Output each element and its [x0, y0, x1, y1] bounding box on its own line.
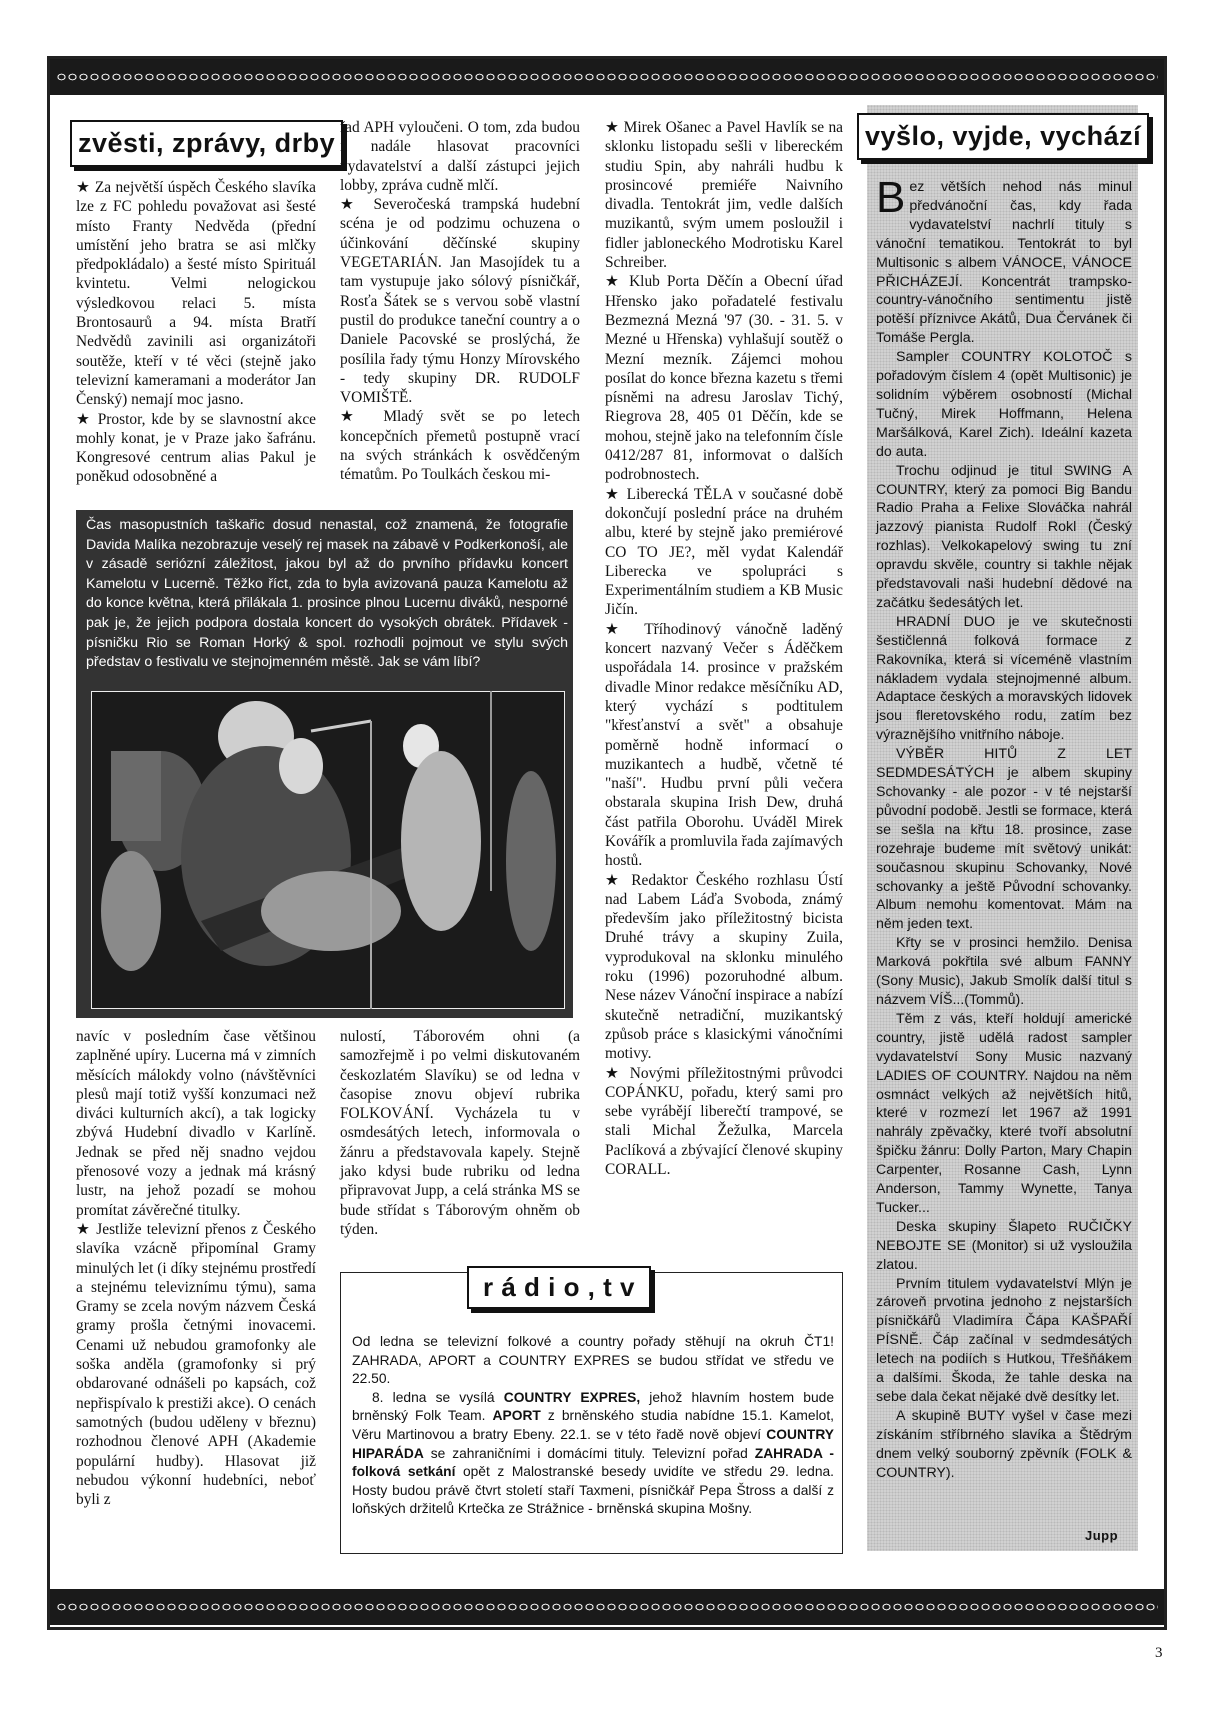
radio-tv-heading: r á d i o , t v: [467, 1266, 651, 1309]
column-1-top: [76, 178, 316, 487]
paragraph: Bez větších nehod nás minul předvánoční čas, kdy řada vydavatelství nachrlí tituly s vánoční tematikou. Tentokrát to byl Multisonic s albem VÁNOCE, VÁNOCE PŘICHÁZEJÍ. Koncentrát trampsko-country-vánočního sentimentu jistě potěší příznivce Akátů, Dua Červánek či Tomáše Pergla.: [876, 173, 1132, 347]
author-signature: Jupp: [1085, 1528, 1119, 1543]
paragraph: ★ Novými příležitostnými průvodci COPÁNKU, pořadu, který sami pro sebe vyrábějí liberečtí trampové, se stali Michal Žežulka, Marcela Paclíková a zbývající členové skupiny CORALL.: [605, 1064, 843, 1179]
paragraph: Deska skupiny Šlapeto RUČIČKY NEBOJTE SE (Monitor) si už vysloužila zlatou.: [876, 1218, 1132, 1273]
paragraph: A skupině BUTY vyšel v čase mezi získáním stříbrného slavíka a Štědrým dnem velký souborný zpěvník (FOLK & COUNTRY).: [876, 1407, 1132, 1481]
radio-tv-text: [352, 1333, 834, 1519]
paragraph: ★ Prostor, kde by se slavnostní akce mohly konat, je v Praze jako šafránu. Kongresové centrum alias Pakul je poněkud odosobněné a: [76, 410, 316, 486]
top-border-band: [50, 59, 1164, 95]
photo-caption: Čas masopustních taškařic dosud nenastal, což znamená, že fotografie Davida Malíka nezobrazuje veselý rej masek na zábavě v Podkerkonoší, ale v zásadě seriózní záležitost, jakou byl až do prvního přídavku koncert Kamelotu v Lucerně. Těžko říct, zda to byla avizovaná pauza Kamelotu až do konce května, která přilákala 1. prosince plnou Lucernu diváků, nesporné pak je, že jejich podpora dostala koncert do vysokých obrátek. Přídavek - písničku Rio se Roman Horký & spol. rozhodli pojmout ve stylu svých představ o festivalu ve stejnojmenném městě. Jak se vám líbí?: [86, 517, 568, 671]
bottom-border-band: [50, 1589, 1164, 1625]
paragraph: Těm z vás, kteří holdují americké country, jistě udělá radost sampler vydavatelství Sony Music nazvaný LADIES OF COUNTRY. Najdou na něm osmnáct velkých až největších hitů, které v rozmezí let 1967 až 1991 nahrály zpěvačky, které tvoří absolutní špičku žánru: Dolly Parton, Mary Chapin Carpenter, Rosanne Cash, Lynn Anderson, Tammy Wynette, Tanya Tucker...: [876, 1010, 1132, 1216]
paragraph: ★ Klub Porta Děčín a Obecní úřad Hřensko jako pořadatelé festivalu Bezmezná Mezná '97 (30. - 31. 5. v Mezné u Hřenska) vyhlašují soutěž o Mezní mezník. Zájemci mohou posílat do konce března kazetu s třemi písněmi na adresu Jaroslav Tichý, Riegrova 28, 405 01 Děčín, kde se mohou, stejně jako na telefonním čísle 0412/287 81, informovat o dalších podrobnostech.: [605, 273, 843, 484]
paragraph: nulostí, Táborovém ohni (a samozřejmě i po velmi diskutovaném českozlatém Slavíku) se od ledna v časopise znovu objeví rubrika FOLKOVÁNÍ. Vycházela tu v osmdesátých letech, informovala o žánru a představovala kapely. Stejně jako kdysi bude rubriku od ledna připravovat Jupp, a celá stránka MS se bude střídat s Táborovým ohněm ob týden.: [340, 1028, 580, 1238]
paragraph: ★ Liberecká TĚLA v současné době dokončují poslední práce na druhém albu, které by stejně jako premiérové CO TO JE?, měl vydat Kalendář Liberecka ve spolupráci s Experimentálním studiem a KB Music Jičín.: [605, 485, 843, 619]
drop-cap: B: [876, 173, 906, 222]
column-1-bottom: [76, 1027, 316, 1509]
paragraph: Prvním titulem vydavatelství Mlýn je zároveň prvotina jednoho z nejstarších písničkářů Vladimíra Čápa KAŠPAŘÍ PÍSNĚ. Čáp začínal v sedmdesátých letech na podiích s Hutkou, Třešňákem a dalšími. Škoda, že tahle deska na sebe dala čekat nějaké dvě desítky let.: [876, 1275, 1132, 1405]
paragraph: VÝBĚR HITŮ Z LET SEDMDESÁTÝCH je albem skupiny Schovanky - ale pozor - v té nejstarší původní podobě. Jestli se formace, která se sešla na křtu 18. prosince, zase rozehraje budeme mít světový unikát: současnou skupinu Schovanky, Nové schovanky a ještě Původní schovanky. Album nemohu komentovat. Mám na něm jeden text.: [876, 746, 1132, 933]
paragraph: ★ Tříhodinový vánočně laděný koncert nazvaný Večer s Áděčkem uspořádala 14. prosince v pražském divadle Minor redakce měsíčníku AD, který vychází s podtitulem "křesťanství a svět" a obsahuje poměrně hodně informací o muzikantech a hudbě, včetně té "naší". Hudbu první půli večera obstarala skupina Irish Dew, druhá část patřila Oborohu. Uváděl Mirek Kovářík a promluvila řada zajímavých hostů.: [605, 620, 843, 870]
paragraph: 8. ledna se vysílá COUNTRY EXPRES, jehož hlavním hostem bude brněnský Folk Team. APORT z brněnského studia nabídne 15.1. Kamelot, Věru Martinovou a bratry Ebeny. 22.1. se v této řadě nově objeví COUNTRY HIPARÁDA se zahraničními i domácími tituly. Televizní pořad ZAHRADA - folková setkání opět z Malostranské besedy uvidíte ve středu 29. ledna. Hosty budou právě čtvrt století staří Taxmeni, písničkář Pepa Štross a další z loňských držitelů Krtečka ze Strážnice - brněnská skupina Mošny.: [352, 1389, 835, 1517]
news-heading: zvěsti, zprávy, drby: [70, 120, 343, 167]
paragraph: Od ledna se televizní folkové a country pořady stěhují na okruh ČT1! ZAHRADA, APORT a COUNTRY EXPRES se budou střídat ve středu ve 22.50.: [352, 1334, 834, 1387]
page-number: 3: [1155, 1645, 1163, 1661]
paragraph: ★ Jestliže televizní přenos z Českého slavíka vzácně připomínal Gramy minulých let (i díky stejnému prostředí a stejnému televiznímu týmu), sama Gramy se zcela novým názvem Česká gramy prošla četnými inovacemi. Cenami už nebudou gramofonky ale soška anděla (gramofonky si prý obdarované odnášeli po kapsách, což nepřispívalo k prestiži akce). O cenách samotných (budou uděleny v březnu) rozhodnou členové APH (Akademie populární hudby). Hlasovat již nebudou výkonní hudebníci, neboť byli z: [76, 1220, 316, 1509]
releases-text: [876, 173, 1132, 1483]
column-2-bottom: [340, 1027, 580, 1239]
paragraph: Křty se v prosinci hemžilo. Denisa Marková pokřtila své album FANNY (Sony Music), Jakub Smolík další titul s názvem VÍŠ...(Tommů).: [876, 935, 1132, 1008]
paragraph: ★ Redaktor Českého rozhlasu Ústí nad Labem Láďa Svoboda, známý především jako příležitostný bicista Druhé trávy a skupiny Zuila, vyprodukoval na sklonku minulého roku (1996) pozoruhodné album. Nese název Vánoční inspirace a nabízí skutečně netradiční, muzikantský způsob práce s klasickými vánočními motivy.: [605, 871, 843, 1063]
paragraph: Trochu odjinud je titul SWING A COUNTRY, který za pomoci Big Bandu Radio Praha a Felixe Slováčka nahrál jazzový pianista Rudolf Rokl (Český rozhlas). Velkokapelový swing tu zní opravdu skvěle, country si takhle nějak představovali naši hudební dědové na začátku šedesátých let.: [876, 462, 1132, 611]
paragraph: ★ Severočeská trampská hudební scéna je od podzimu ochuzena o účinkování děčínské skupiny VEGETARIÁN. Jan Masojídek tu a tam vystupuje jako sólový písničkář, Rosťa Šátek se s vervou sobě vlastní pustil do produkce taneční country a o Daniele Pacovské se proslýchá, že posílila řady týmu Honzy Mírovského - tedy skupiny DR. RUDOLF VOMIŠTĚ.: [340, 196, 580, 407]
paragraph: Sampler COUNTRY KOLOTOČ s pořadovým číslem 4 (opět Multisonic) je solidním výběrem osobností (Michal Tučný, Mirek Hoffmann, Helena Maršálková, Karel Zich). Ideální kazeta do auta.: [876, 349, 1132, 460]
paragraph: ★ Mirek Ošanec a Pavel Havlík se na sklonku listopadu sešli v libereckém studiu Spin, aby nahráli hudbu k prosincové premiéře Naivního divadla. Tentokrát jim, vedle dalších muzikantů, svým umem posloužil i fidler jabloneckého Modrotisku Karel Schreiber.: [605, 119, 843, 272]
concert-photo: [91, 691, 565, 1009]
paragraph: ★ Mladý svět se po letech koncepčních přemetů postupně vrací na svých stránkách k osvědčeným tématům. Po Toulkách českou mi-: [340, 408, 580, 484]
paragraph: navíc v posledním čase většinou zaplněné upíry. Lucerna má v zimních měsících málokdy volno (návštěvníci plesů mají totiž vyšší konzumaci než diváci kulturních akcí), a tak logicky zbývá Hudební divadlo v Karlíně. Jednak se před něj snadno vejdou přenosové vozy a jednak má krásný lustr, na jehož pozadí se mohou promítat závěrečné titulky.: [76, 1028, 316, 1219]
releases-heading: vyšlo, vyjde, vychází: [857, 113, 1149, 160]
paragraph: řad APH vyloučeni. O tom, zda budou i nadále hlasovat pracovníci vydavatelství a další zástupci jejich lobby, zpráva cudně mlčí.: [340, 119, 580, 194]
column-3: [605, 118, 843, 1179]
paragraph: HRADNÍ DUO je ve skutečnosti šestičlenná folková formace z Rakovníka, která si víceméně vlastním nákladem vydala stejnojmenné album. Adaptace českých a moravských lidovek jsou fleretovského rodu, zatím bez výraznějšího vnitřního náboje.: [876, 613, 1132, 744]
paragraph: ★ Za největší úspěch Českého slavíka lze z FC pohledu považovat asi šesté místo Franty Nedvěda (přední umístění jeho bratra se asi mlčky předpokládalo) a šesté místo Spirituál kvintetu. Velmi nelogickou výsledkovou relaci 5. místa Brontosaurů a 94. místa Bratří Nedvědů zavinili asi organizátoři soutěže, kteří v té věci (stejně jako televizní kameramani a moderátor Jan Čenský) nemají moc jasno.: [76, 179, 316, 409]
column-2-top: [340, 118, 580, 485]
